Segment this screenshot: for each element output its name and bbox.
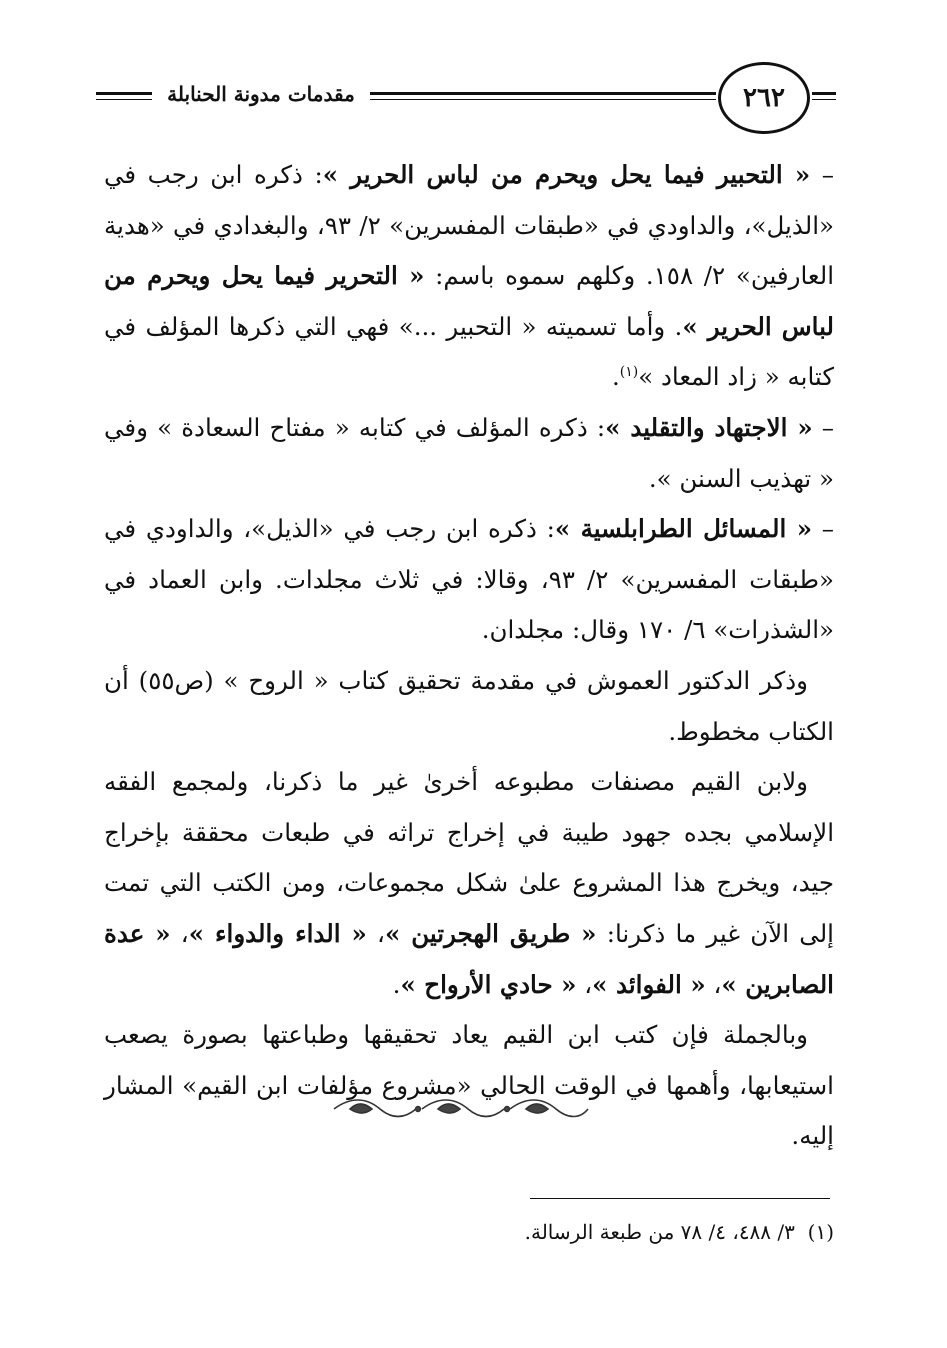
header-rule-right-thin [812,99,836,100]
paragraph-tarabulsiya [104,504,834,656]
header-rule-middle [370,92,716,95]
book-title: « عدة الصابرين » [104,918,834,999]
paragraph-ijtihad [104,403,834,504]
header-rule-right [812,92,836,95]
ornament-divider-icon [330,1092,592,1126]
book-title: « الاجتهاد والتقليد » [605,412,813,442]
separator: ، [705,969,722,999]
footnote-text: ٣/ ٤٨٨، ٤/ ٧٨ من طبعة الرسالة. [524,1220,795,1244]
footnote-marker: (١) [807,1220,834,1244]
paragraph-end: . [611,362,620,392]
paragraph-summary: وبالجملة فإن كتب ابن القيم يعاد تحقيقها وطباعتها بصورة يصعب استيعابها، وأهمها في الوقت الحالي «مشروع مؤلفات ابن القيم» المشار إليه. [104,1020,834,1151]
list-dash: – [812,514,834,544]
book-title: « حادي الأرواح » [400,969,577,999]
book-title: « المسائل الطرابلسية » [554,514,813,544]
paragraph-ruh: وذكر الدكتور العموش في مقدمة تحقيق كتاب « الروح » (ص٥٥) أن الكتاب مخطوط. [104,665,834,746]
separator: ، [576,969,593,999]
paragraph-printed-works [104,757,834,1010]
paragraph-end: . [392,969,401,999]
header-rule-left [96,92,152,95]
paragraph-text: : ذكره ابن رجب في «الذيل»، والداودي في «طبقات المفسرين» ٢/ ٩٣، وقالا: في ثلاث مجلدات. وابن العماد في «الشذرات» ٦/ ١٧٠ وقال: مجلدان. [104,514,834,645]
footnote-reference: (١) [619,364,639,381]
paragraph-text: . وأما تسميته « التحبير ...» فهي التي ذكرها المؤلف في كتابه « زاد المعاد » [104,311,834,392]
list-dash: – [812,412,835,442]
separator: ، [366,918,385,948]
book-title: « الفوائد » [592,969,706,999]
paragraph-text: : ذكره ابن رجب في «الذيل»، والداودي في «طبقات المفسرين» ٢/ ٩٣، والبغدادي في «هدية العارفين» ٢/ ١٥٨. وكلهم سموه باسم: [104,160,835,291]
main-text [104,150,834,1162]
running-title: مقدمات مدونة الحنابلة [158,82,364,106]
page-header [96,62,836,134]
header-rule-middle-thin [370,99,716,100]
header-rule-left-thin [96,99,152,100]
list-dash: – [810,160,834,189]
footnote-rule [530,1198,830,1199]
book-title: « التحبير فيما يحل ويحرم من لباس الحرير » [322,160,811,189]
separator: ، [170,918,189,948]
paragraph-text: : ذكره المؤلف في كتابه « مفتاح السعادة » وفي « تهذيب السنن ». [104,412,834,493]
book-title-alt: « التحرير فيما يحل ويحرم من لباس الحرير » [104,261,834,341]
book-title: « طريق الهجرتين » [384,918,597,948]
page-number: ٢٦٢ [718,62,810,134]
book-title: « الداء والدواء » [188,918,367,948]
paragraph-text: ولابن القيم مصنفات مطبوعه أخرىٰ غير ما ذكرنا، ولمجمع الفقه الإسلامي بجده جهود طيبة في إخراج تراثه في طبعات محققة بإخراج جيد، ويخرج هذا المشروع علىٰ شكل مجموعات، ومن الكتب التي تمت إلى الآن غير ما ذكرنا: [104,767,834,948]
paragraph-tahbir [104,150,834,403]
footnote [300,1220,834,1244]
